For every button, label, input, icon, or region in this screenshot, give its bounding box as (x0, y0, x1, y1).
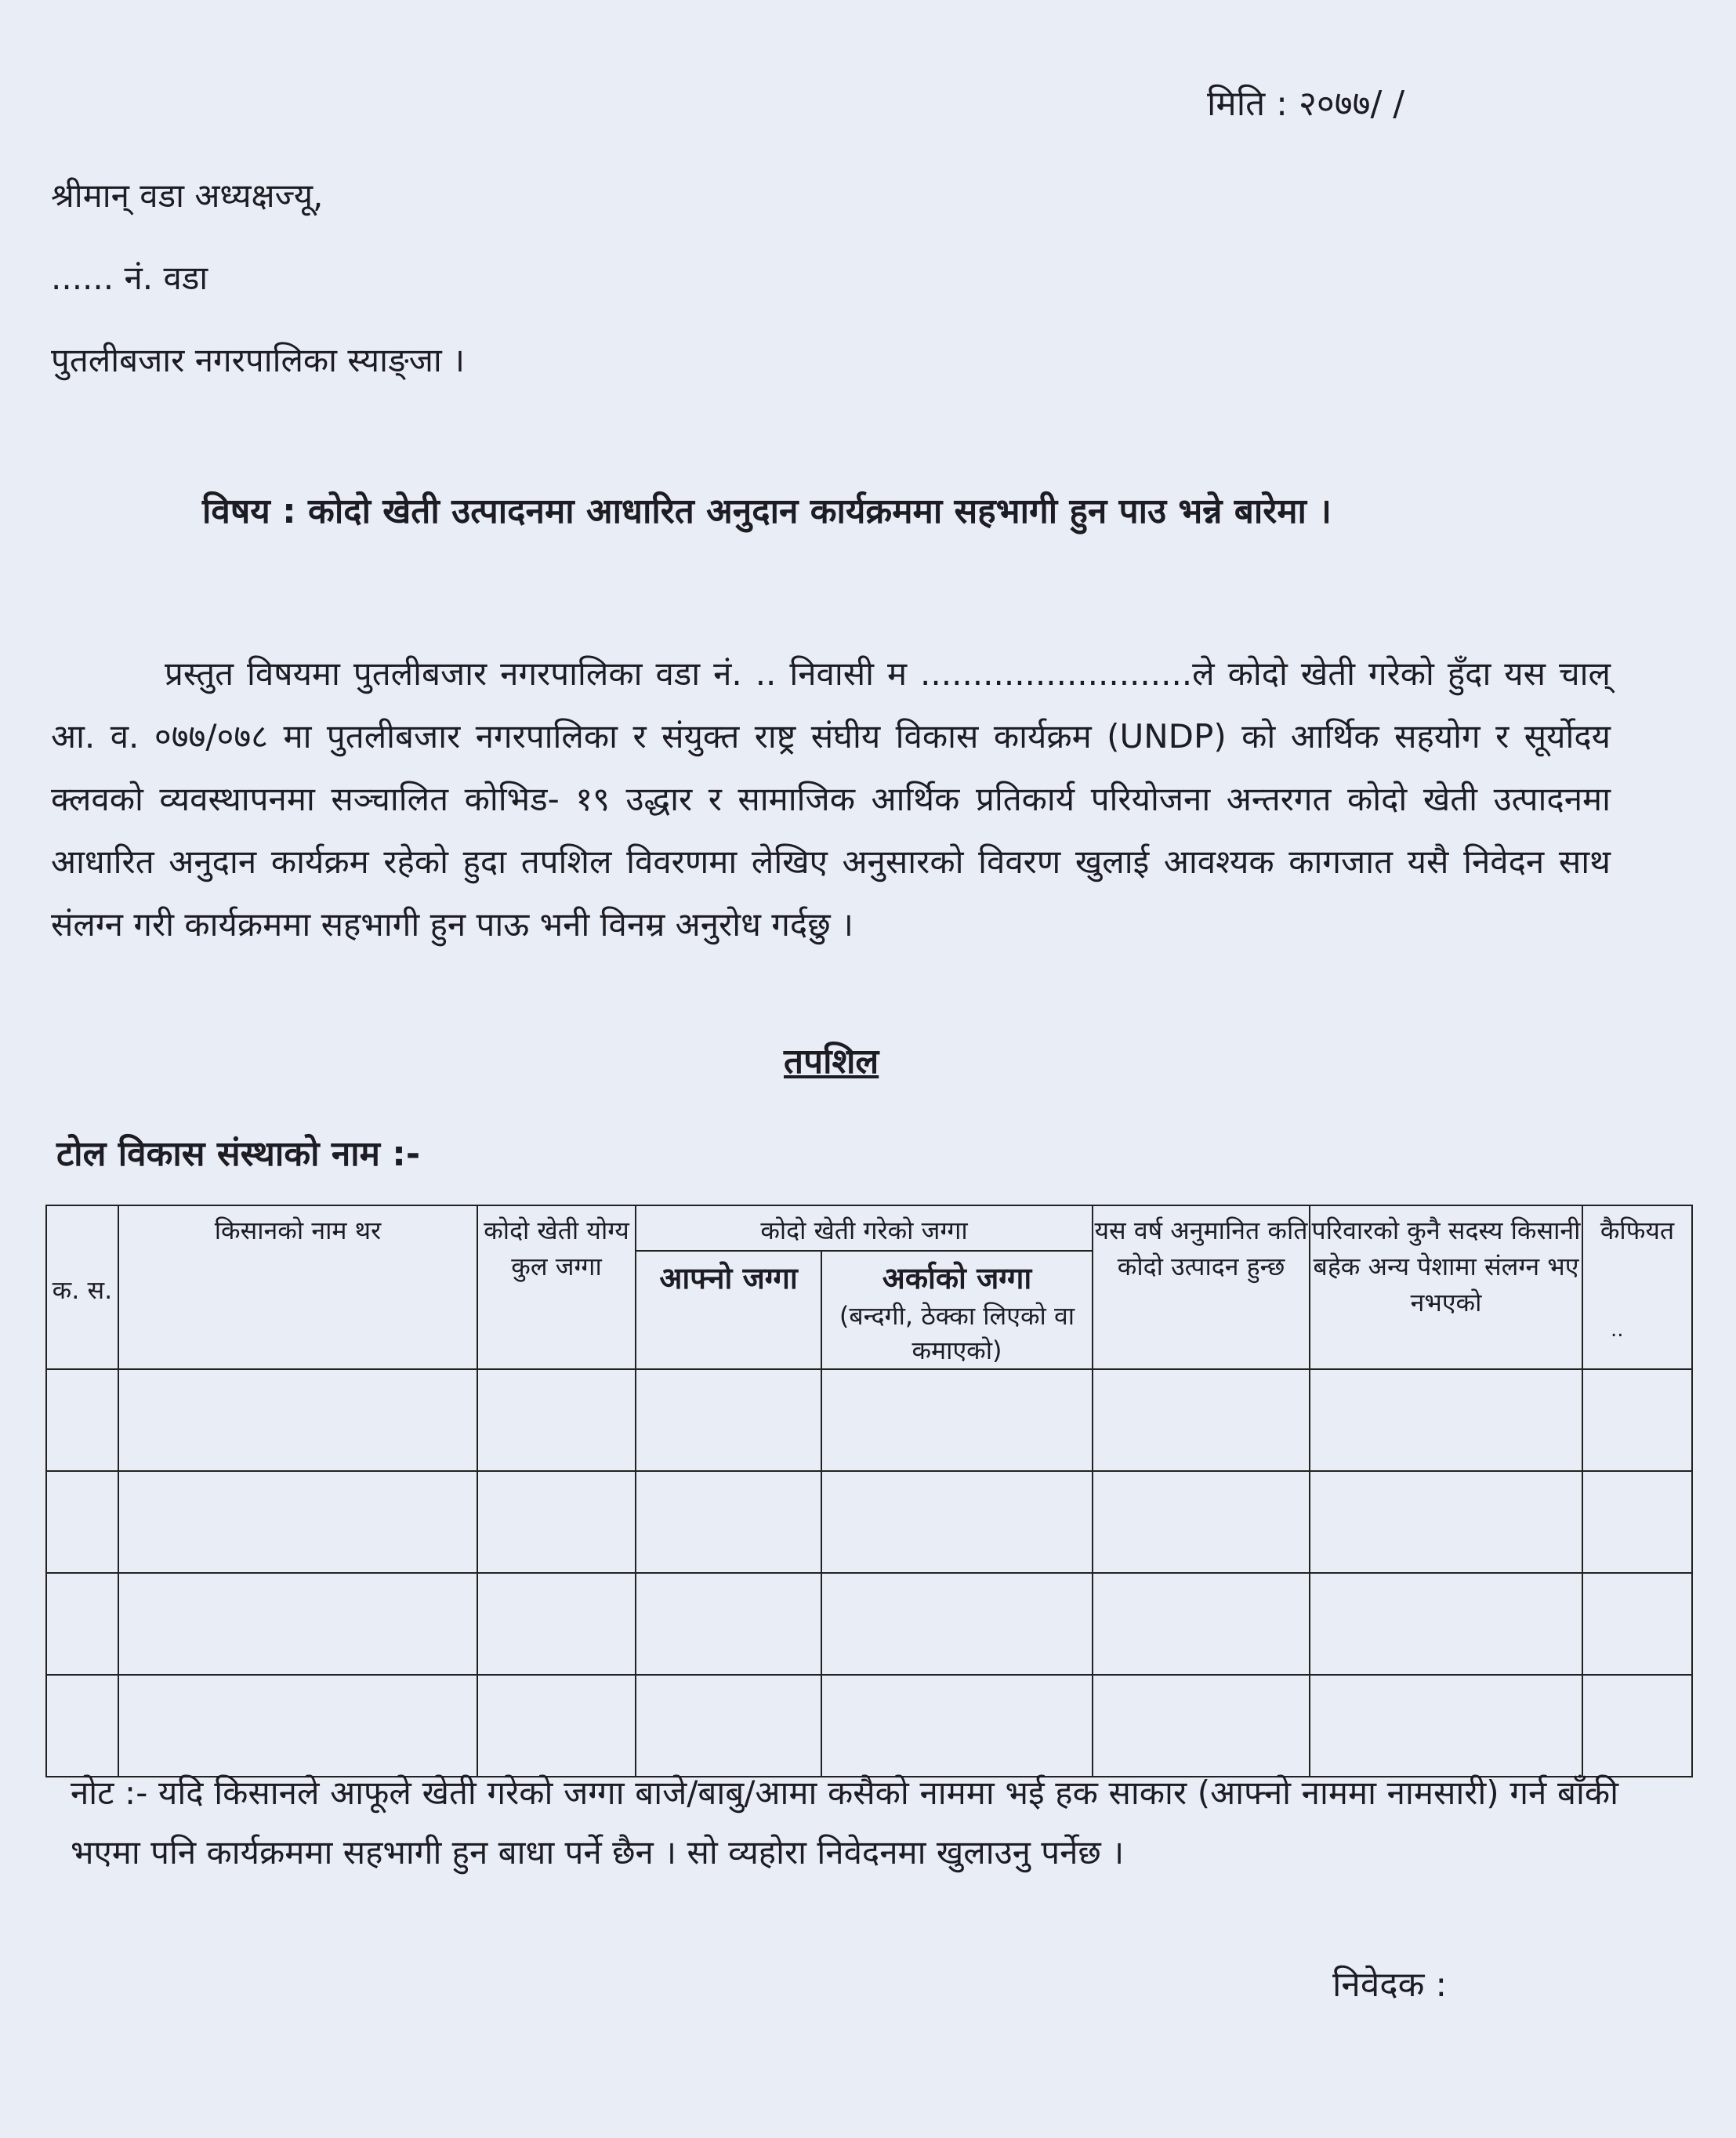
stray-mark: .. (1611, 1318, 1624, 1342)
col-header-sn: क. स. (46, 1205, 118, 1369)
others-land-title: अर्काको जग्गा (882, 1261, 1032, 1295)
table-cell[interactable] (1310, 1573, 1582, 1675)
table-cell[interactable] (1582, 1369, 1692, 1471)
table-cell[interactable] (118, 1471, 477, 1573)
table-cell[interactable] (1310, 1369, 1582, 1471)
table-row (46, 1471, 1692, 1573)
table-cell[interactable] (1582, 1675, 1692, 1777)
table-cell[interactable] (46, 1573, 118, 1675)
body-paragraph: प्रस्तुत विषयमा पुतलीबजार नगरपालिका वडा नं. .. निवासी म ..........................ले कोदो खेती गरेको हुँदा यस चाल् आ. व. ०७७/०७८ मा पुतलीबजार नगरपालिका र संयुक्त राष्ट्र संघीय विकास कार्यक्रम (UNDP) को आर्थिक सहयोग र सूर्योदय क्लवको व्यवस्थापनमा सञ्चालित कोभिड- १९ उद्धार र सामाजिक आर्थिक प्रतिकार्य परियोजना अन्तरगत कोदो खेती उत्पादनमा आधारित अनुदान कार्यक्रम रहेको हुदा तपशिल विवरणमा लेखिए अनुसारको विवरण खुलाई आवश्यक कागजात यसै निवेदन साथ संलग्न गरी कार्यक्रममा सहभागी हुन पाऊ भनी विनम्र अनुरोध गर्दछु । (51, 654, 1611, 944)
table-cell[interactable] (1093, 1675, 1310, 1777)
address-municipality: पुतलीबजार नगरपालिका स्याङ्जा । (51, 341, 466, 379)
col-header-cultivated-land: कोदो खेती गरेको जग्गा (636, 1205, 1093, 1251)
details-table (45, 1205, 1693, 1777)
table-cell[interactable] (477, 1675, 636, 1777)
table-cell[interactable] (118, 1675, 477, 1777)
table-cell[interactable] (1093, 1369, 1310, 1471)
table-cell[interactable] (46, 1369, 118, 1471)
address-salutation: श्रीमान् वडा अध्यक्षज्यू, (51, 176, 324, 215)
table-cell[interactable] (1093, 1573, 1310, 1675)
table-cell[interactable] (1310, 1471, 1582, 1573)
table-cell[interactable] (118, 1573, 477, 1675)
tapashil-heading: तपशिल (784, 1042, 879, 1082)
table-cell[interactable] (46, 1471, 118, 1573)
table-cell[interactable] (46, 1675, 118, 1777)
signature-label: निवेदक : (1332, 1965, 1448, 2005)
col-header-others-land (821, 1251, 1093, 1369)
col-header-own-land: आफ्नो जग्गा (636, 1251, 821, 1369)
table-cell[interactable] (821, 1675, 1093, 1777)
table-cell[interactable] (1310, 1675, 1582, 1777)
col-header-remarks: कैफियत (1582, 1205, 1692, 1369)
table-row (46, 1675, 1692, 1777)
table-cell[interactable] (477, 1369, 636, 1471)
note-paragraph: नोट :- यदि किसानले आफूले खेती गरेको जग्गा बाजे/बाबु/आमा कसैको नाममा भई हक साकार (आफ्नो नाममा नामसारी) गर्न बाँकी भएमा पनि कार्यक्रममा सहभागी हुन बाधा पर्ने छैन । सो व्यहोरा निवेदनमा खुलाउनु पर्नेछ । (71, 1774, 1618, 1872)
address-ward: ...... नं. वडा (51, 259, 208, 297)
col-header-estimated-yield: यस वर्ष अनुमानित कति कोदो उत्पादन हुन्छ (1093, 1205, 1310, 1369)
table-cell[interactable] (821, 1369, 1093, 1471)
table-cell[interactable] (636, 1369, 821, 1471)
table-cell[interactable] (1582, 1471, 1692, 1573)
subject-line: विषय : कोदो खेती उत्पादनमा आधारित अनुदान कार्यक्रममा सहभागी हुन पाउ भन्ने बारेमा । (202, 491, 1332, 531)
others-land-note: (बन्दगी, ठेक्का लिएको वा कमाएको) (839, 1301, 1075, 1365)
table-row (46, 1573, 1692, 1675)
table-cell[interactable] (118, 1369, 477, 1471)
table-cell[interactable] (636, 1573, 821, 1675)
tole-organization-label: टोल विकास संस्थाको नाम :- (56, 1134, 421, 1174)
col-header-total-land: कोदो खेती योग्य कुल जग्गा (477, 1205, 636, 1369)
col-header-family-other-job: परिवारको कुनै सदस्य किसानी बहेक अन्य पेशामा संलग्न भए नभएको (1310, 1205, 1582, 1369)
table-cell[interactable] (821, 1471, 1093, 1573)
table-cell[interactable] (1093, 1471, 1310, 1573)
table-cell[interactable] (636, 1675, 821, 1777)
table-cell[interactable] (636, 1471, 821, 1573)
table-cell[interactable] (477, 1471, 636, 1573)
table-cell[interactable] (1582, 1573, 1692, 1675)
date-line: मिति : २०७७/ / (1207, 84, 1405, 124)
col-header-farmer-name: किसानको नाम थर (118, 1205, 477, 1369)
table-row (46, 1369, 1692, 1471)
table-cell[interactable] (821, 1573, 1093, 1675)
table-cell[interactable] (477, 1573, 636, 1675)
